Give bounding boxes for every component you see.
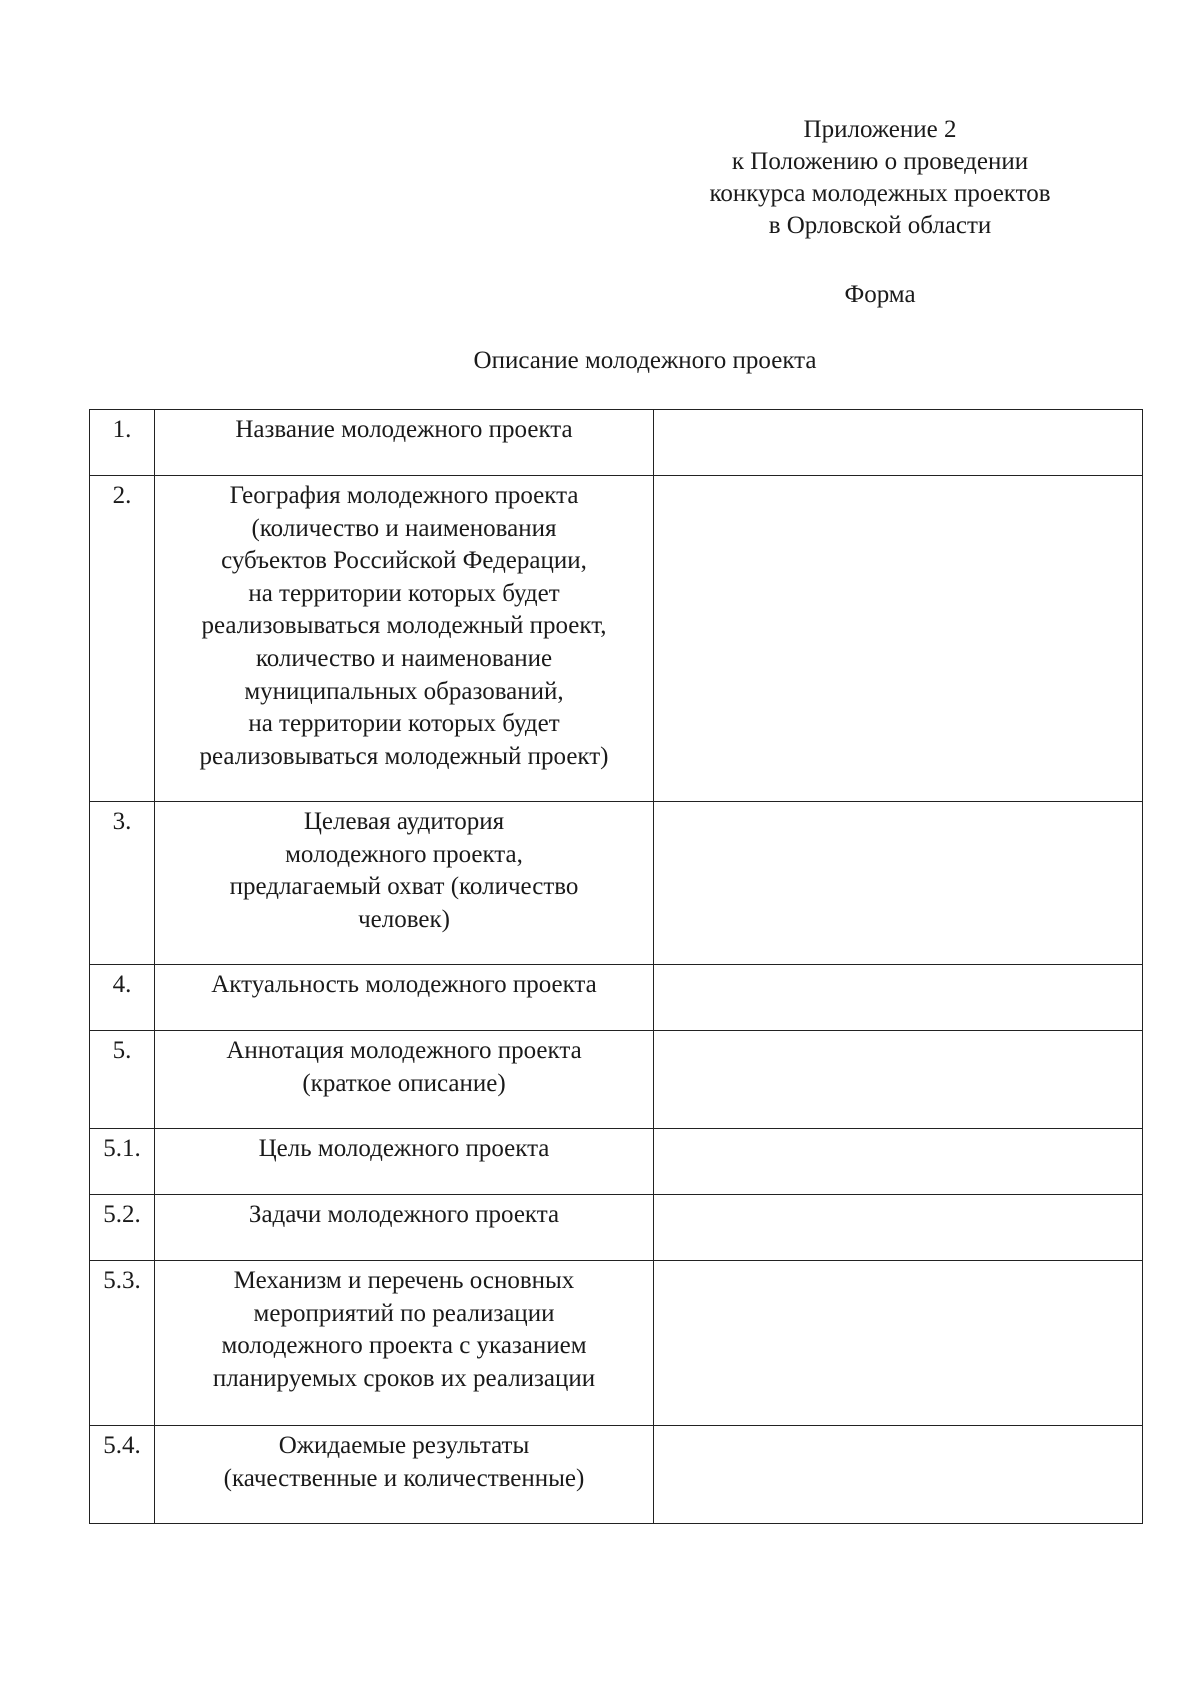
row-label: География молодежного проекта (количество и наименования субъектов Российской Федерации, на территории которых будет реализовываться молодежный проект, количество и наименование муниципальных образований, на территории которых будет реализовываться молодежный проект)	[155, 476, 654, 802]
table-row	[90, 1031, 1143, 1129]
appendix-header	[640, 114, 1120, 242]
row-value-field[interactable]	[654, 965, 1143, 1031]
appendix-line: конкурса молодежных проектов	[709, 180, 1051, 207]
row-label: Ожидаемые результаты (качественные и количественные)	[155, 1426, 654, 1524]
table-row	[90, 1426, 1143, 1524]
row-label: Механизм и перечень основных мероприятий по реализации молодежного проекта с указанием планируемых сроков их реализации	[155, 1261, 654, 1426]
row-value-field[interactable]	[654, 1195, 1143, 1261]
row-label: Цель молодежного проекта	[155, 1129, 654, 1195]
row-number: 3.	[90, 802, 155, 965]
document-title: Описание молодежного проекта	[473, 347, 817, 374]
row-value-field[interactable]	[654, 1129, 1143, 1195]
row-number: 5.1.	[90, 1129, 155, 1195]
row-label: Целевая аудитория молодежного проекта, предлагаемый охват (количество человек)	[155, 802, 654, 965]
table-row	[90, 1195, 1143, 1261]
row-value-field[interactable]	[654, 476, 1143, 802]
row-label: Задачи молодежного проекта	[155, 1195, 654, 1261]
row-value-field[interactable]	[654, 802, 1143, 965]
row-number: 5.4.	[90, 1426, 155, 1524]
table-row	[90, 1261, 1143, 1426]
row-number: 2.	[90, 476, 155, 802]
table-row	[90, 1129, 1143, 1195]
row-label: Актуальность молодежного проекта	[155, 965, 654, 1031]
appendix-line: Приложение 2	[803, 116, 957, 143]
row-number: 5.	[90, 1031, 155, 1129]
row-value-field[interactable]	[654, 1031, 1143, 1129]
row-number: 5.2.	[90, 1195, 155, 1261]
row-value-field[interactable]	[654, 1261, 1143, 1426]
row-label: Аннотация молодежного проекта (краткое описание)	[155, 1031, 654, 1129]
appendix-line: к Положению о проведении	[731, 148, 1029, 175]
row-number: 1.	[90, 410, 155, 476]
table-row	[90, 965, 1143, 1031]
row-value-field[interactable]	[654, 1426, 1143, 1524]
form-label: Форма	[844, 281, 916, 308]
appendix-line: в Орловской области	[768, 212, 992, 239]
table-row	[90, 802, 1143, 965]
table-row	[90, 476, 1143, 802]
row-number: 4.	[90, 965, 155, 1031]
row-number: 5.3.	[90, 1261, 155, 1426]
table-row	[90, 410, 1143, 476]
row-value-field[interactable]	[654, 410, 1143, 476]
project-description-table	[89, 409, 1143, 1524]
row-label: Название молодежного проекта	[155, 410, 654, 476]
